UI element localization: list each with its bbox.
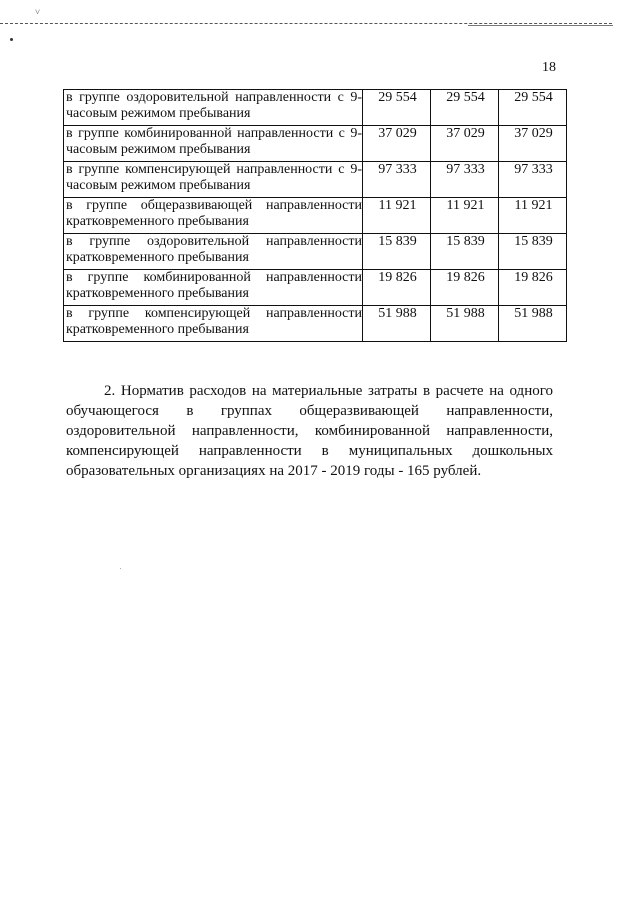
row-description: в группе оздоровительной направленности с 9-часовым режимом пребывания — [64, 90, 363, 126]
row-description: в группе комбинированной направленности с 9-часовым режимом пребывания — [64, 126, 363, 162]
scan-artifact-dot — [120, 568, 121, 569]
row-value: 11 921 — [431, 198, 499, 234]
table-row — [64, 126, 567, 162]
row-description: в группе общеразвивающей направленности кратковременного пребывания — [64, 198, 363, 234]
row-description: в группе комбинированной направленности кратковременного пребывания — [64, 270, 363, 306]
scan-mark: ˅ — [35, 7, 41, 17]
row-value: 19 826 — [363, 270, 431, 306]
page-number: 18 — [542, 60, 556, 75]
row-value: 97 333 — [431, 162, 499, 198]
row-value: 51 988 — [431, 306, 499, 342]
row-value: 15 839 — [363, 234, 431, 270]
row-value: 15 839 — [431, 234, 499, 270]
normative-paragraph: 2. Норматив расходов на материальные затраты в расчете на одного обучающегося в группах общеразвивающей направленности, оздоровительной направленности, комбинированной направленности, компенсирующей направленности в муниципальных дошкольных образовательных организациях на 2017 - 2019 годы - 165 рублей. — [66, 383, 553, 479]
table-row — [64, 162, 567, 198]
row-value: 11 921 — [499, 198, 567, 234]
row-value: 37 029 — [499, 126, 567, 162]
table-row — [64, 306, 567, 342]
row-value: 19 826 — [431, 270, 499, 306]
row-value: 11 921 — [363, 198, 431, 234]
row-value: 51 988 — [499, 306, 567, 342]
row-value: 51 988 — [363, 306, 431, 342]
row-value: 15 839 — [499, 234, 567, 270]
top-scan-rule-secondary — [468, 25, 613, 26]
row-value: 37 029 — [431, 126, 499, 162]
row-description: в группе компенсирующей направленности кратковременного пребывания — [64, 306, 363, 342]
row-description: в группе оздоровительной направленности кратковременного пребывания — [64, 234, 363, 270]
row-value: 97 333 — [499, 162, 567, 198]
row-value: 97 333 — [363, 162, 431, 198]
top-scan-rule — [0, 23, 612, 24]
table-row — [64, 270, 567, 306]
norms-table — [63, 89, 567, 342]
row-value: 29 554 — [363, 90, 431, 126]
table-row — [64, 198, 567, 234]
row-value: 19 826 — [499, 270, 567, 306]
row-description: в группе компенсирующей направленности с 9-часовым режимом пребывания — [64, 162, 363, 198]
table-row — [64, 234, 567, 270]
row-value: 37 029 — [363, 126, 431, 162]
row-value: 29 554 — [431, 90, 499, 126]
table-row — [64, 90, 567, 126]
scan-artifact-dot — [10, 38, 13, 41]
row-value: 29 554 — [499, 90, 567, 126]
